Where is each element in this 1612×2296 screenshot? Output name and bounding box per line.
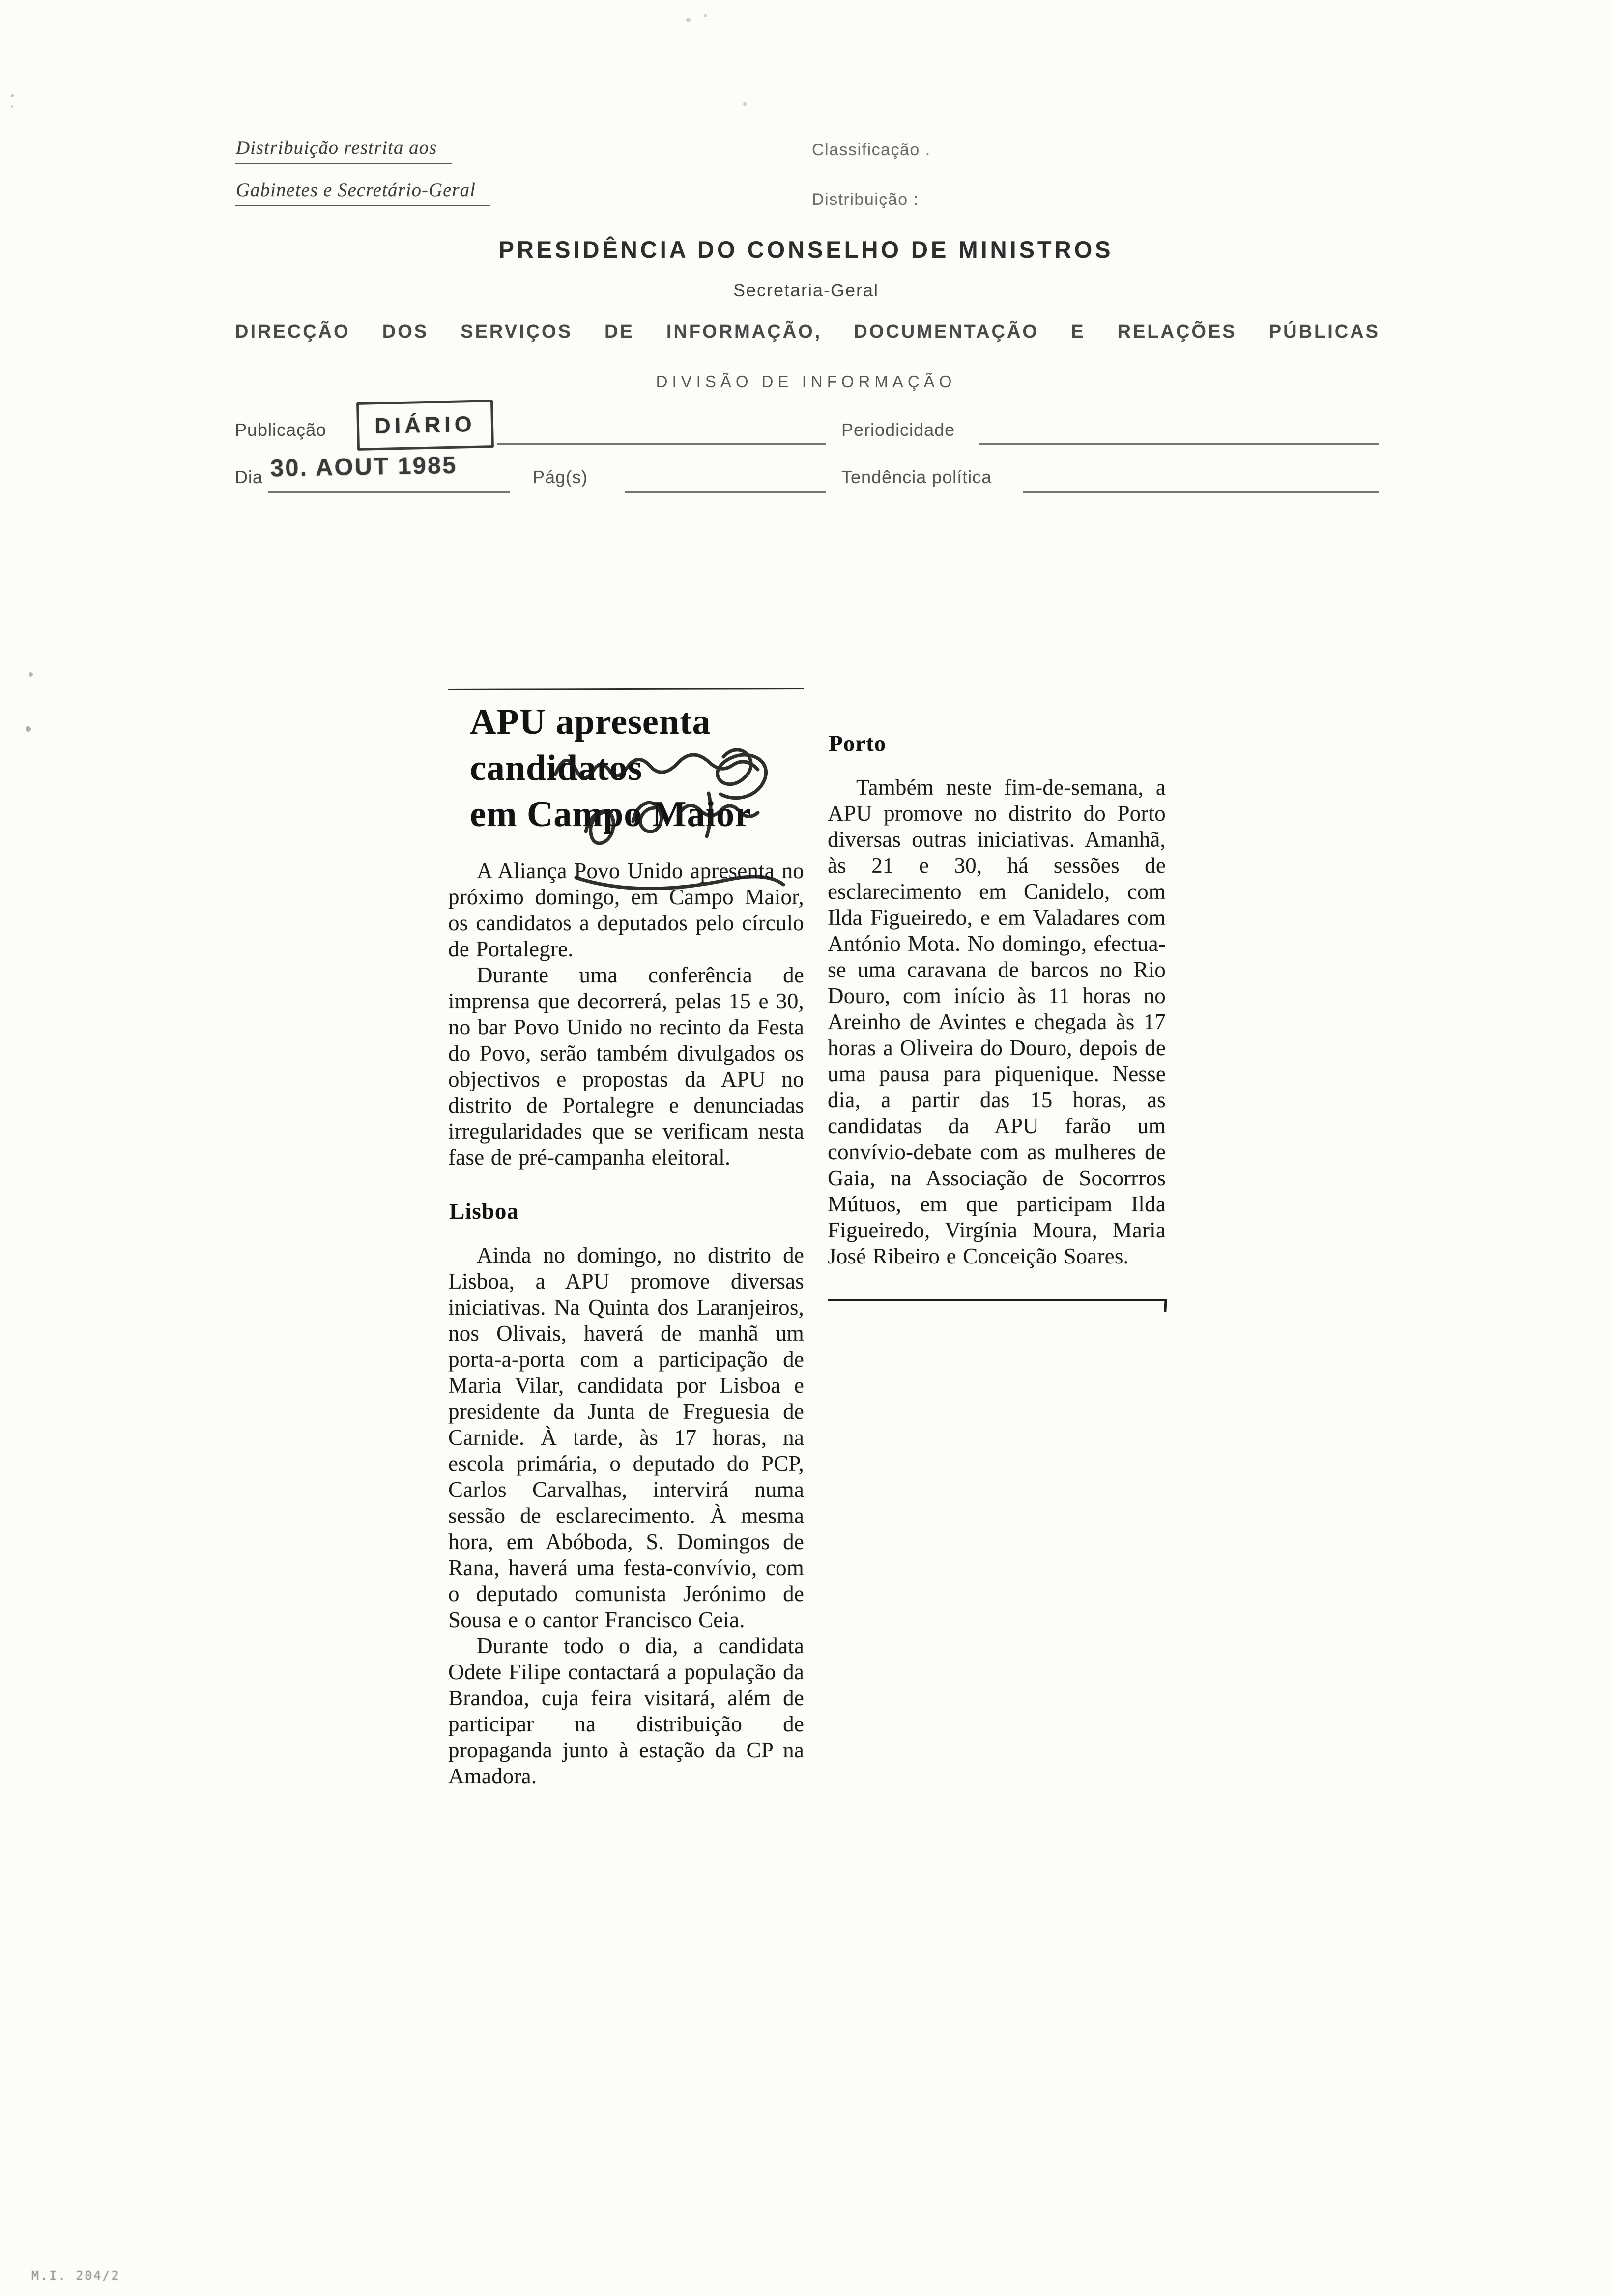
org-subtitle: Secretaria-Geral	[733, 280, 879, 300]
date-stamp: 30. AOUT 1985	[270, 452, 458, 482]
publication-label: Publicação	[235, 420, 327, 440]
org-title: PRESIDÊNCIA DO CONSELHO DE MINISTROS	[498, 236, 1114, 262]
footer-reference-mark: M.I. 204/2	[31, 2268, 120, 2283]
restricted-distribution-note	[235, 137, 490, 221]
clipping-right-column	[828, 730, 1166, 1301]
restricted-line-2: Gabinetes e Secretário-Geral	[235, 179, 490, 206]
distribution-label: Distribuição :	[812, 190, 919, 209]
publication-blank-line	[497, 443, 826, 445]
scan-artifact	[26, 726, 31, 732]
pages-blank-line	[625, 491, 826, 493]
clipping-left-column	[448, 688, 804, 1789]
pages-label: Pág(s)	[533, 467, 588, 487]
lisboa-section-heading: Lisboa	[449, 1199, 519, 1224]
periodicity-label: Periodicidade	[841, 420, 955, 440]
scan-artifact	[743, 102, 747, 106]
headline-line-1: APU apresenta	[470, 702, 711, 742]
article-paragraph: A Aliança Povo Unido apresenta no próximo domingo, em Campo Maior, os candidatos a deputados pelo círculo de Portalegre.	[448, 859, 804, 961]
campo-maior-body	[448, 858, 804, 1171]
tendency-blank-line	[1023, 491, 1379, 493]
day-label: Dia	[235, 467, 263, 487]
headline-line-3: em Campo Maior	[470, 794, 751, 834]
restricted-line-1: Distribuição restrita aos	[235, 137, 452, 164]
headline-line-2: candidatos	[470, 748, 643, 788]
clipping-top-rule	[448, 688, 804, 690]
org-division-line: DIVISÃO DE INFORMAÇÃO	[656, 373, 956, 391]
classification-block	[812, 141, 931, 240]
article-paragraph: Também neste fim-de-semana, a APU promove no distrito do Porto diversas outras iniciativas. Amanhã, às 21 e 30, há sessões de esclarecimento em Canidelo, com Ilda Figueiredo, e em Valadares com António Mota. No domingo, efectua-se uma caravana de barcos no Rio Douro, com início às 11 horas no Areinho de Avintes e chegada às 17 horas a Oliveira do Douro, depois de uma pausa para piquenique. Nesse dia, a partir das 15 horas, as candidatas da APU farão um convívio-debate com as mulheres de Gaia, na Associação de Socorrros Mútuos, em que participam Ilda Figueiredo, Virgínia Moura, Maria José Ribeiro e Conceição Soares.	[828, 775, 1166, 1268]
article-paragraph: Ainda no domingo, no distrito de Lisboa, a APU promove diversas iniciativas. Na Quinta dos Laranjeiros, nos Olivais, haverá de manhã um porta-a-porta com a participação de Maria Vilar, candidata por Lisboa e presidente da Junta de Freguesia de Carnide. À tarde, às 17 horas, na escola primária, o deputado do PCP, Carlos Carvalhas, intervirá numa sessão de esclarecimento. À mesma hora, em Abóboda, S. Domingos de Rana, haverá uma festa-convívio, com o deputado comunista Jerónimo de Sousa e o cantor Francisco Ceia.	[448, 1243, 804, 1632]
article-paragraph: Durante uma conferência de imprensa que decorrerá, pelas 15 e 30, no bar Povo Unido no recinto da Festa do Povo, serão também divulgados os objectivos e propostas da APU no distrito de Portalegre e denunciadas irregularidades que se verificam nesta fase de pré-campanha eleitoral.	[448, 963, 804, 1170]
day-blank-line	[268, 491, 510, 493]
scan-artifact	[29, 672, 33, 677]
article-paragraph: Durante todo o dia, a candidata Odete Filipe contactará a população da Brandoa, cuja feira visitará, além de participar na distribuição de propaganda junto à estação da CP na Amadora.	[448, 1634, 804, 1788]
scan-artifact	[704, 14, 707, 17]
lisboa-body	[448, 1242, 804, 1789]
article-headline	[448, 699, 804, 837]
periodicity-blank-line	[979, 443, 1379, 445]
tendency-label: Tendência política	[841, 467, 992, 487]
classification-label: Classificação .	[812, 141, 931, 159]
porto-body	[828, 775, 1166, 1269]
scan-artifact	[11, 105, 13, 108]
diario-stamp: DIÁRIO	[356, 400, 494, 451]
clipping-end-rule	[828, 1299, 1166, 1301]
scan-artifact	[11, 94, 14, 97]
org-direction-line: DIRECÇÃO DOS SERVIÇOS DE INFORMAÇÃO, DOCUMENTAÇÃO E RELAÇÕES PÚBLICAS	[235, 321, 1380, 342]
porto-section-heading: Porto	[829, 731, 887, 756]
scan-artifact	[686, 18, 691, 22]
